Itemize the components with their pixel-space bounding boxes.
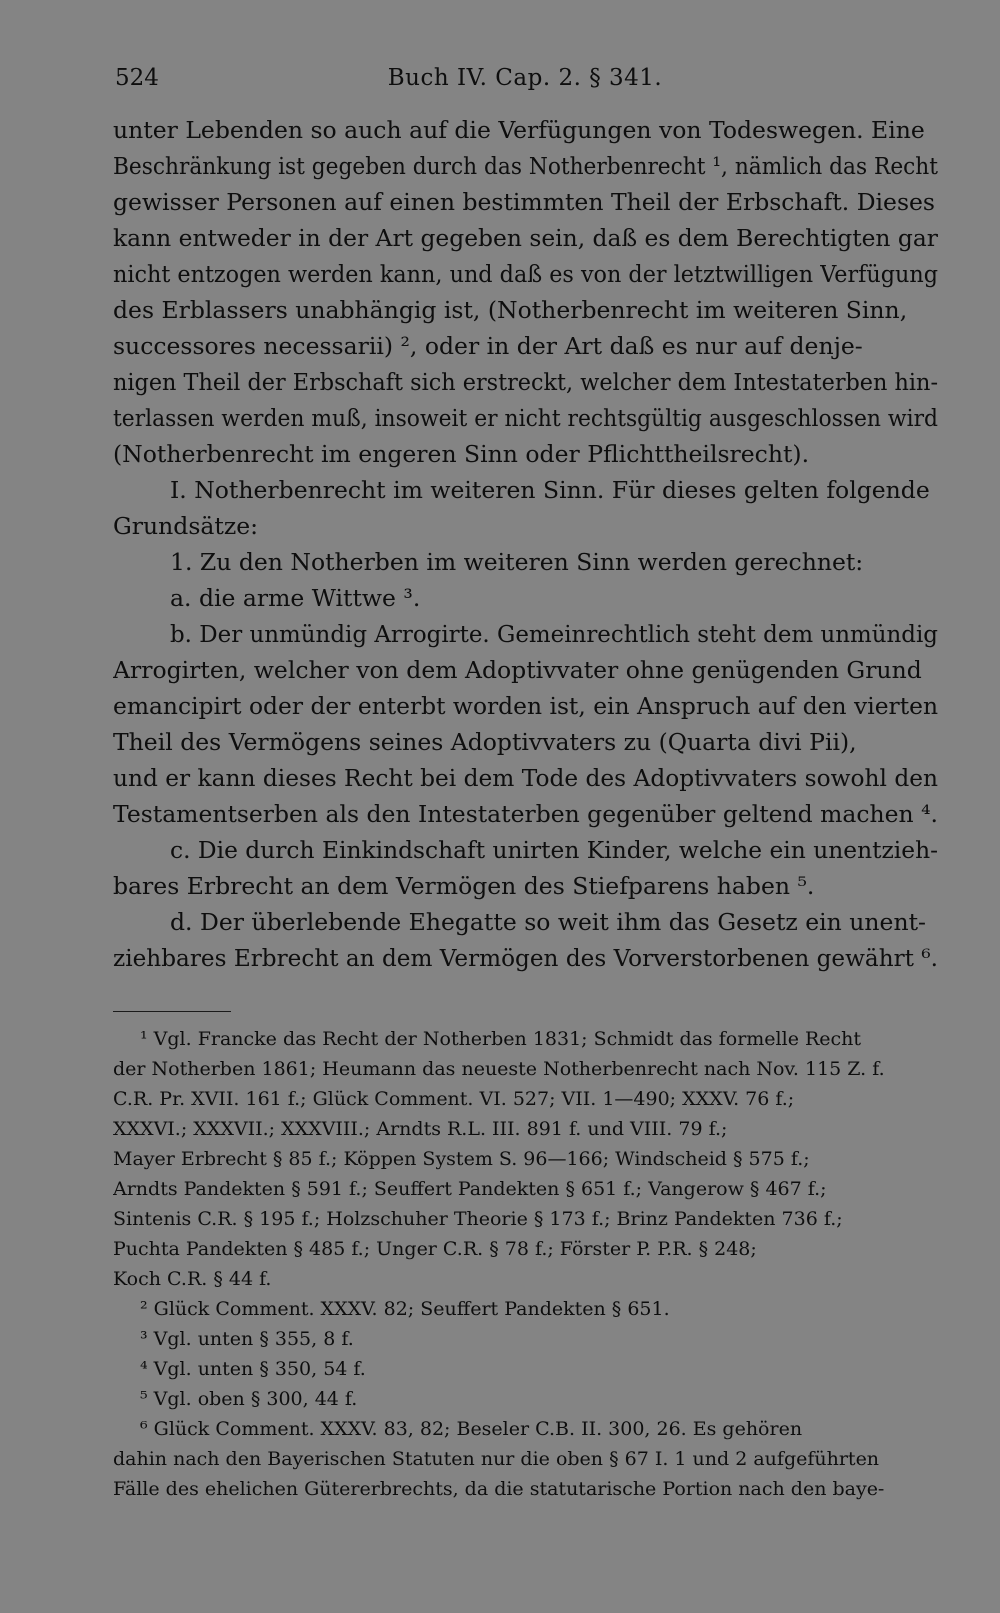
body-line: Grundsätze: [113,512,259,540]
enumerated-line: d. Der überlebende Ehegatte so weit ihm das Gesetz ein unent- [170,908,926,936]
body-line: emancipirt oder der enterbt worden ist, ein Anspruch auf den vierten [113,692,938,720]
section-heading-line: I. Notherbenrecht im weiteren Sinn. Für dieses gelten folgende [170,476,930,504]
footnote-line: der Notherben 1861; Heumann das neueste Notherbenrecht nach Nov. 115 Z. f. [113,1058,885,1080]
enumerated-line: a. die arme Wittwe ³. [170,584,421,612]
footnote-line: Koch C.R. § 44 f. [113,1268,272,1290]
footnote-line: Arndts Pandekten § 591 f.; Seuffert Pandekten § 651 f.; Vangerow § 467 f.; [113,1178,827,1200]
body-line: Beschränkung ist gegeben durch das Notherbenrecht ¹, nämlich das Recht [113,152,938,180]
enumerated-line: c. Die durch Einkindschaft unirten Kinder, welche ein unentzieh- [170,836,938,864]
body-line: nigen Theil der Erbschaft sich erstreckt, welcher dem Intestaterben hin- [113,368,938,396]
footnote-line: Mayer Erbrecht § 85 f.; Köppen System S. 96—166; Windscheid § 575 f.; [113,1148,810,1170]
footnote-divider [113,1011,231,1012]
body-line: des Erblassers unabhängig ist, (Notherbenrecht im weiteren Sinn, [113,296,908,324]
body-line: unter Lebenden so auch auf die Verfügungen von Todeswegen. Eine [113,116,925,144]
body-line: (Notherbenrecht im engeren Sinn oder Pflichttheilsrecht). [113,440,810,468]
footnote-line: Puchta Pandekten § 485 f.; Unger C.R. § 78 f.; Förster P. P.R. § 248; [113,1238,757,1260]
footnote-line: XXXVI.; XXXVII.; XXXVIII.; Arndts R.L. III. 891 f. und VIII. 79 f.; [113,1118,728,1140]
footnote-line: ³ Vgl. unten § 355, 8 f. [140,1328,354,1350]
enumerated-line: b. Der unmündig Arrogirte. Gemeinrechtlich steht dem unmündig [170,620,938,648]
footnote-line: dahin nach den Bayerischen Statuten nur die oben § 67 I. 1 und 2 aufgeführten [113,1448,880,1470]
footnote-line: ⁶ Glück Comment. XXXV. 83, 82; Beseler C.B. II. 300, 26. Es gehören [140,1418,803,1440]
body-line: bares Erbrecht an dem Vermögen des Stiefparens haben ⁵. [113,872,815,900]
body-line: Testamentserben als den Intestaterben gegenüber geltend machen ⁴. [113,800,938,828]
footnote-line: ⁴ Vgl. unten § 350, 54 f. [140,1358,366,1380]
body-line: gewisser Personen auf einen bestimmten Theil der Erbschaft. Dieses [113,188,935,216]
footnote-line: ² Glück Comment. XXXV. 82; Seuffert Pandekten § 651. [140,1298,670,1320]
page-header [115,58,935,98]
body-line: terlassen werden muß, insoweit er nicht rechtsgültig ausgeschlossen wird [113,404,938,432]
footnote-line: ⁵ Vgl. oben § 300, 44 f. [140,1388,358,1410]
enumerated-line: 1. Zu den Notherben im weiteren Sinn werden gerechnet: [170,548,864,576]
page-number: 524 [115,65,159,91]
body-line: Arrogirten, welcher von dem Adoptivvater ohne genügenden Grund [113,656,922,684]
footnote-line: Fälle des ehelichen Gütererbrechts, da die statutarische Portion nach den baye- [113,1478,885,1500]
body-line: ziehbares Erbrecht an dem Vermögen des Vorverstorbenen gewährt ⁶. [113,944,938,972]
body-line: Theil des Vermögens seines Adoptivvaters zu (Quarta divi Pii), [113,728,857,756]
footnote-line: C.R. Pr. XVII. 161 f.; Glück Comment. VI. 527; VII. 1—490; XXXV. 76 f.; [113,1088,795,1110]
body-line: und er kann dieses Recht bei dem Tode des Adoptivvaters sowohl den [113,764,938,792]
body-line: successores necessarii) ², oder in der Art daß es nur auf denje- [113,332,863,360]
footnote-line: ¹ Vgl. Francke das Recht der Notherben 1831; Schmidt das formelle Recht [140,1028,862,1050]
footnote-line: Sintenis C.R. § 195 f.; Holzschuher Theorie § 173 f.; Brinz Pandekten 736 f.; [113,1208,843,1230]
body-line: kann entweder in der Art gegeben sein, daß es dem Berechtigten gar [113,224,938,252]
body-line: nicht entzogen werden kann, und daß es von der letztwilligen Verfügung [113,260,938,288]
running-head: Buch IV. Cap. 2. § 341. [387,65,663,91]
